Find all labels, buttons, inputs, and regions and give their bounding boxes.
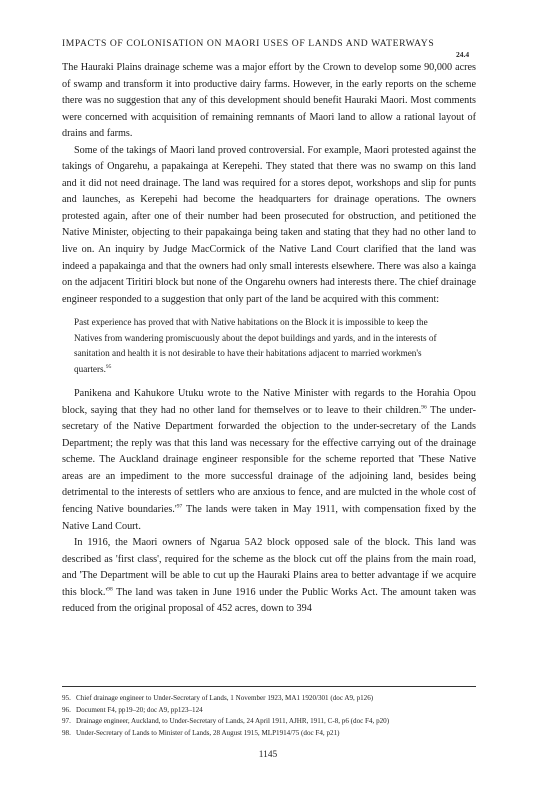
footnote-text: Under-Secretary of Lands to Minister of Lands, 28 August 1915, MLP1914/75 (doc F4, p21) <box>76 728 340 737</box>
footnote-number: 97. <box>62 717 71 726</box>
quote-text: Past experience has proved that with Native habitations on the Block it is impossible to keep the Natives from wandering promiscuously about the depot buildings and yards, and in the interests of sanitation and health it is not desirable to have their habitations adjacent to married workmen's quarters. <box>74 317 437 374</box>
block-quote <box>74 315 454 377</box>
footnote-divider <box>62 686 476 687</box>
paragraph <box>62 535 476 618</box>
footnote-number: 98. <box>62 728 71 737</box>
footnote-ref: 96 <box>421 404 427 411</box>
paragraph: The Hauraki Plains drainage scheme was a major effort by the Crown to develop some 90,000 acres of swamp and transform it into productive dairy farms. However, in the early reports on the scheme there was no suggestion that any of this development should benefit Hauraki Maori. Most comments were concerned with acquisition of remaining remnants of Maori land to allow a rational layout of drains and farms. <box>62 62 476 140</box>
footnote <box>62 705 476 717</box>
page-number: 1145 <box>258 750 278 760</box>
paragraph <box>62 386 476 535</box>
paragraph-text: Panikena and Kahukore Utuku wrote to the Native Minister with regards to the Horahia Opou block, saying that they had no other land for themselves or to leave to their children. <box>62 388 476 416</box>
footnotes <box>62 693 476 739</box>
paragraph-text: The under-secretary of the Native Department forwarded the objection to the under-secretary of the Lands Department; the reply was that this land was necessary for the effective carrying out of the drainage scheme. The Auckland drainage engineer responsible for the scheme reported that 'These Native areas are an impediment to the more successful drainage of the adjoining land, besides being detrimental to the interests of settlers who are anxious to fence, and are mulcted in the whole cost of fencing Native boundaries.' <box>62 404 476 516</box>
footnote-ref: 95 <box>105 363 112 370</box>
footnote <box>62 693 476 705</box>
paragraph-text: The lands were taken in May 1911, with compensation fixed by the Native Land Court. <box>62 504 476 532</box>
footnote <box>62 728 476 740</box>
section-number: 24.4 <box>456 50 470 59</box>
paragraph: Some of the takings of Maori land proved controversial. For example, Maori protested against the takings of Ongarehu, a papakainga at Kerepehi. They stated that there was no swamp on this land and it did not need drainage. The land was required for a stores depot, workshops and slip for punts and launches, as Kerepehi had become the headquarters for drainage operations. The owners protested again, after one of their number had been prosecuted for obstruction, and petitioned the Native Minister, objecting to their papakainga being taken and stating that they had no other land to live on. An inquiry by Judge MacCormick of the Native Land Court clarified that the land was indeed a papakainga and that the owners had only small interests elsewhere. There was also a kainga on the adjacent Tiritiri block but none of the Ongarehu owners had interests there. The chief drainage engineer responded to a suggestion that only part of the land be acquired with this comment: <box>62 144 476 305</box>
running-header: IMPACTS OF COLONISATION ON MAORI USES OF LANDS AND WATERWAYS <box>62 38 435 49</box>
footnote-text: Drainage engineer, Auckland, to Under-Secretary of Lands, 24 April 1911, AJHR, 1911, C-8, p6 (doc F4, p20) <box>76 717 390 726</box>
footnote-text: Document F4, pp19–20; doc A9, pp123–124 <box>76 705 203 714</box>
body-text <box>62 60 476 618</box>
footnote-ref: 97 <box>176 503 183 510</box>
footnote-number: 95. <box>62 694 71 702</box>
paragraph-text: In 1916, the Maori owners of Ngarua 5A2 block opposed sale of the block. This land was described as 'first class', required for the scheme as the block cut off the plains from the main road, and 'The Department will be able to cut up the Hauraki Plains area to better advantage if we acquire this block.' <box>62 537 476 598</box>
footnote-number: 96. <box>62 705 71 714</box>
footnote <box>62 716 476 728</box>
paragraph-text: The land was taken in June 1916 under the Public Works Act. The amount taken was reduced from the original proposal of 452 acres, down to 394 <box>62 586 476 615</box>
footnote-ref: 98 <box>107 586 113 593</box>
footnote-text: Chief drainage engineer to Under-Secretary of Lands, 1 November 1923, MA1 1920/301 (doc A9, p126) <box>76 694 374 702</box>
